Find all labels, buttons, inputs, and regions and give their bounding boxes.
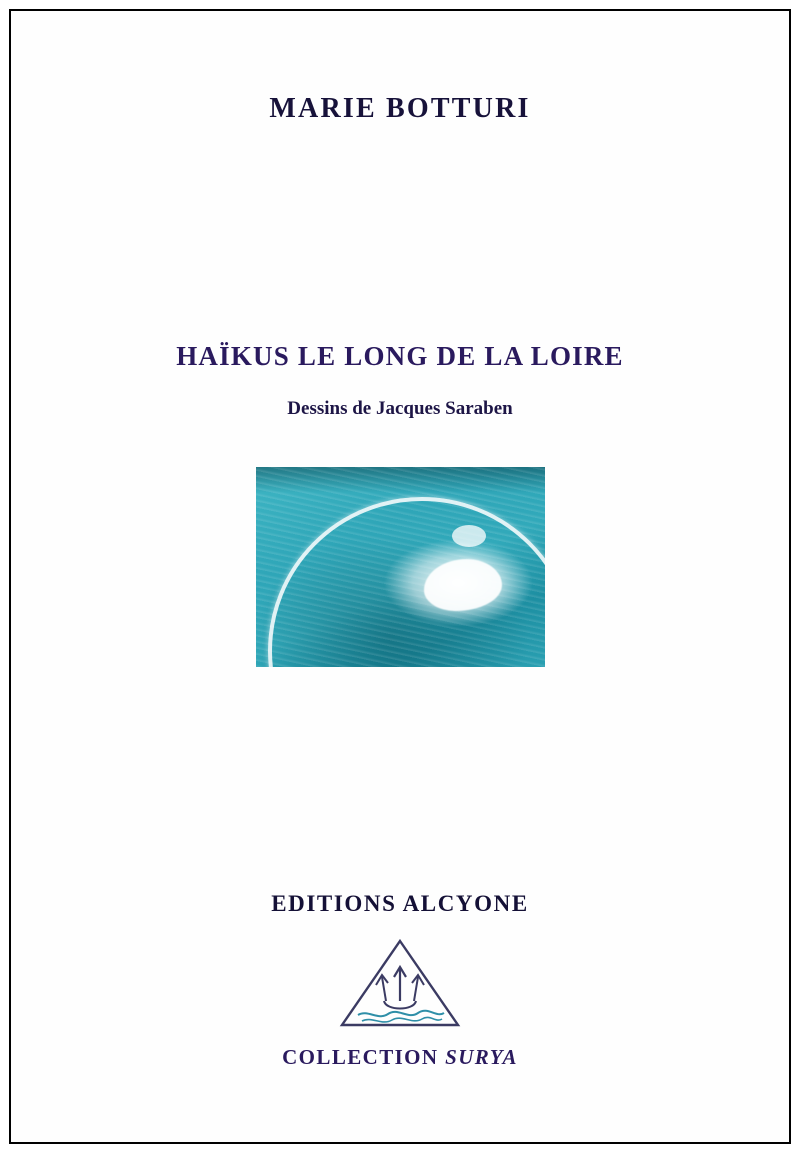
cover-border-frame [9, 9, 791, 1144]
illustration-texture [256, 467, 545, 667]
collection-prefix: COLLECTION [282, 1045, 446, 1069]
river-moon-illustration [256, 467, 545, 667]
alcyone-triangle-logo [336, 935, 464, 1031]
publisher-name: EDITIONS ALCYONE [271, 891, 529, 916]
collection-label [282, 1045, 518, 1070]
author-name: MARIE BOTTURI [269, 93, 531, 124]
illustrator-credit: Dessins de Jacques Saraben [287, 398, 513, 419]
book-title: HAÏKUS LE LONG DE LA LOIRE [176, 341, 624, 371]
collection-name: SURYA [445, 1045, 518, 1069]
cover-content [11, 11, 789, 1142]
